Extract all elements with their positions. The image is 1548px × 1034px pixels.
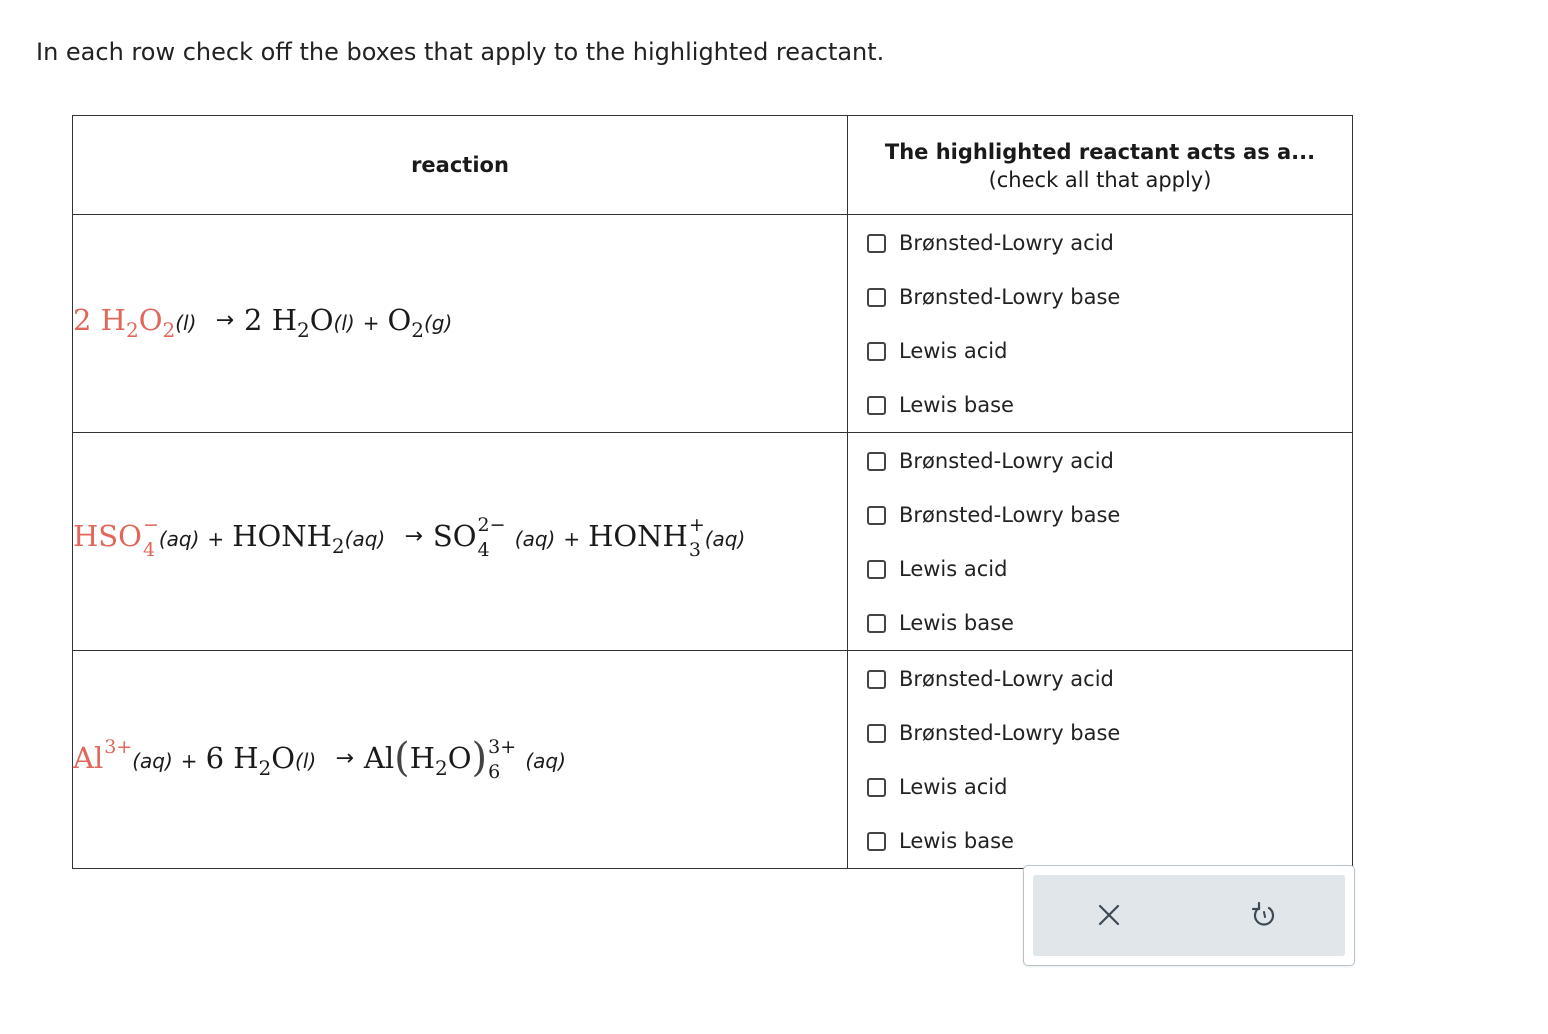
options-cell-3 xyxy=(848,651,1353,869)
option-label: Brønsted-Lowry base xyxy=(899,285,1121,309)
checkbox[interactable] xyxy=(867,832,886,851)
checkbox[interactable] xyxy=(867,778,886,797)
option-bronsted-lowry-base[interactable] xyxy=(848,270,1352,324)
checkbox[interactable] xyxy=(867,560,886,579)
table-row xyxy=(73,651,1353,869)
reaction-equation-1: 2 $H_2O_2(l) \to 2$ $H_2O(l) + O_2(g)$ xyxy=(73,215,848,433)
option-lewis-base[interactable] xyxy=(848,814,1352,868)
reaction-arrow: → xyxy=(335,746,354,771)
checkbox[interactable] xyxy=(867,506,886,525)
option-label: Lewis acid xyxy=(899,775,1008,799)
option-label: Brønsted-Lowry base xyxy=(899,503,1121,527)
highlighted-reactant: Al 3+ xyxy=(73,736,133,775)
role-header-subtitle: (check all that apply) xyxy=(988,168,1212,192)
reaction-arrow: → xyxy=(215,307,235,333)
clear-button[interactable] xyxy=(1089,895,1129,935)
checkbox[interactable] xyxy=(867,670,886,689)
option-label: Lewis base xyxy=(899,393,1014,417)
option-bronsted-lowry-base[interactable] xyxy=(848,706,1352,760)
answer-toolbar xyxy=(1023,865,1355,966)
highlighted-reactant: 2 $H_2O_2$ xyxy=(73,302,176,342)
options-cell-2 xyxy=(848,433,1353,651)
reaction-equation-2: HSO − 4 $(aq) + HONH_2(aq)$ → SO 2− 4 (aq) + HONH + 3 (aq) xyxy=(73,433,848,651)
toolbar-panel xyxy=(1033,875,1345,956)
option-bronsted-lowry-acid[interactable] xyxy=(848,216,1352,270)
option-lewis-acid[interactable] xyxy=(848,542,1352,596)
option-bronsted-lowry-acid[interactable] xyxy=(848,652,1352,706)
checkbox[interactable] xyxy=(867,288,886,307)
table-row xyxy=(73,215,1353,433)
reaction-table xyxy=(72,115,1353,869)
option-lewis-acid[interactable] xyxy=(848,760,1352,814)
reaction-arrow: → xyxy=(404,523,423,549)
option-label: Brønsted-Lowry acid xyxy=(899,449,1114,473)
option-label: Lewis base xyxy=(899,611,1014,635)
option-lewis-base[interactable] xyxy=(848,596,1352,650)
table-header-row xyxy=(73,116,1353,215)
checkbox[interactable] xyxy=(867,614,886,633)
option-label: Lewis base xyxy=(899,829,1014,853)
role-header-title: The highlighted reactant acts as a... xyxy=(884,140,1316,164)
checkbox[interactable] xyxy=(867,342,886,361)
option-lewis-base[interactable] xyxy=(848,378,1352,432)
highlighted-reactant: HSO − 4 xyxy=(73,513,159,561)
options-cell-1 xyxy=(848,215,1353,433)
close-icon xyxy=(1096,902,1122,928)
checkbox[interactable] xyxy=(867,452,886,471)
option-label: Brønsted-Lowry base xyxy=(899,721,1121,745)
option-label: Lewis acid xyxy=(899,339,1008,363)
option-label: Lewis acid xyxy=(899,557,1008,581)
option-lewis-acid[interactable] xyxy=(848,324,1352,378)
instruction-text: In each row check off the boxes that apply to the highlighted reactant. xyxy=(36,38,885,66)
option-bronsted-lowry-base[interactable] xyxy=(848,488,1352,542)
checkbox[interactable] xyxy=(867,396,886,415)
undo-icon xyxy=(1250,901,1278,929)
role-column-header xyxy=(848,116,1353,215)
checkbox[interactable] xyxy=(867,724,886,743)
option-bronsted-lowry-acid[interactable] xyxy=(848,434,1352,488)
reaction-column-header: reaction xyxy=(73,116,848,215)
option-label: Brønsted-Lowry acid xyxy=(899,231,1114,255)
checkbox[interactable] xyxy=(867,234,886,253)
undo-button[interactable] xyxy=(1244,895,1284,935)
reaction-equation-3: Al 3+ (aq) + 6 $H_2O(l) \to Al(H_2O)$ 3+ 6 (aq) xyxy=(73,651,848,869)
table-row xyxy=(73,433,1353,651)
option-label: Brønsted-Lowry acid xyxy=(899,667,1114,691)
